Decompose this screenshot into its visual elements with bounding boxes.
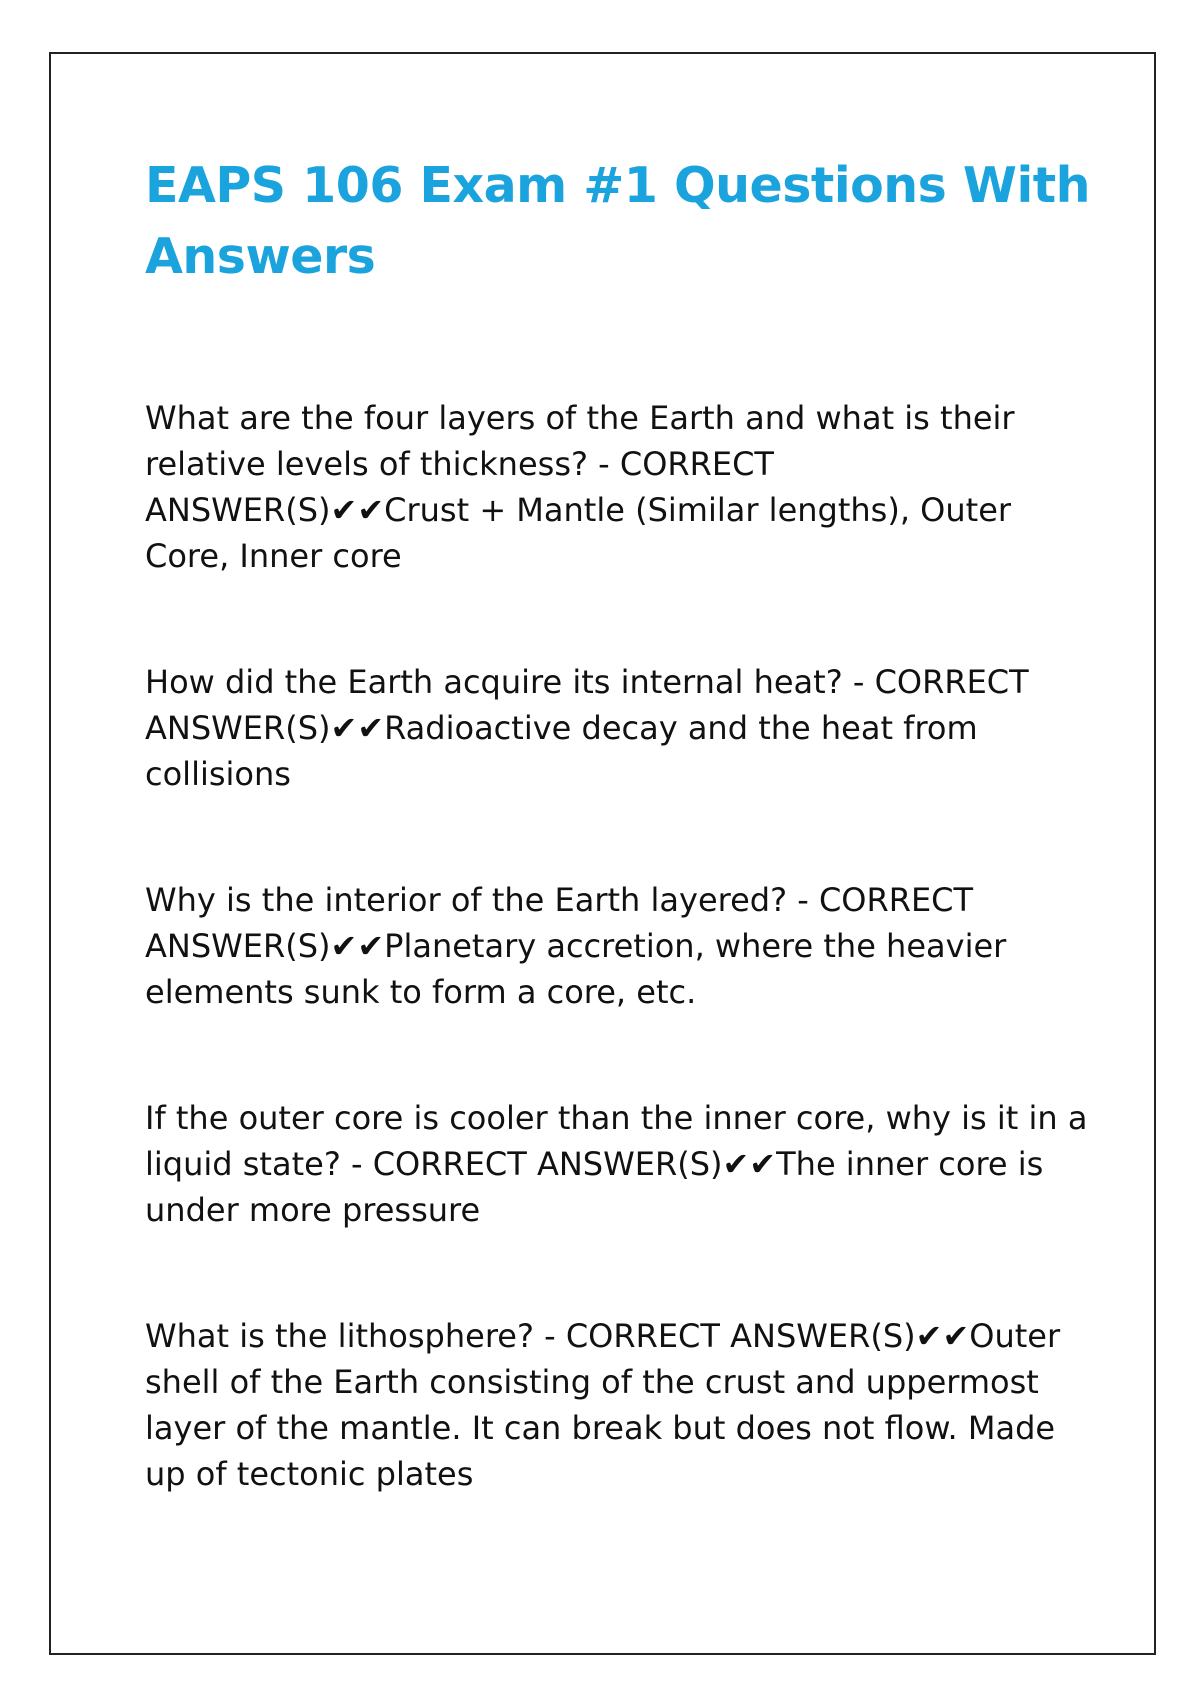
qa-item <box>145 1313 1105 1497</box>
qa-item <box>145 395 1105 579</box>
question-text: What is the lithosphere? - <box>145 1317 566 1355</box>
answer-label: CORRECT ANSWER(S) <box>145 663 1029 747</box>
check-icon: ✔✔ <box>915 1317 970 1355</box>
qa-item <box>145 1095 1105 1233</box>
answer-text: Radioactive decay and the heat from collisions <box>145 709 978 793</box>
answer-text: The inner core is under more pressure <box>145 1145 1044 1229</box>
answer-label: CORRECT ANSWER(S) <box>565 1317 916 1355</box>
check-icon: ✔✔ <box>330 927 385 965</box>
qa-item <box>145 659 1105 797</box>
qa-item <box>145 877 1105 1015</box>
answer-text: Outer shell of the Earth consisting of the crust and uppermost layer of the mantle. It can break but does not flow. Made up of tectonic plates <box>145 1317 1061 1493</box>
document-content <box>145 150 1105 1497</box>
answer-label: CORRECT ANSWER(S) <box>145 881 974 965</box>
document-title: EAPS 106 Exam #1 Questions With Answers <box>145 157 1091 285</box>
question-text: What are the four layers of the Earth and what is their relative levels of thickness? - <box>145 399 1015 483</box>
check-icon: ✔✔ <box>722 1145 777 1183</box>
answer-label: CORRECT ANSWER(S) <box>145 445 774 529</box>
question-text: Why is the interior of the Earth layered? - <box>145 881 819 919</box>
answer-label: CORRECT ANSWER(S) <box>372 1145 723 1183</box>
document-page <box>49 52 1156 1655</box>
qa-list <box>145 395 1105 1497</box>
answer-text: Crust + Mantle (Similar lengths), Outer Core, Inner core <box>145 491 1012 575</box>
question-text: How did the Earth acquire its internal heat? - <box>145 663 875 701</box>
check-icon: ✔✔ <box>330 709 385 747</box>
answer-text: Planetary accretion, where the heavier elements sunk to form a core, etc. <box>145 927 1007 1011</box>
question-text: If the outer core is cooler than the inner core, why is it in a liquid state? - <box>145 1099 1088 1183</box>
check-icon: ✔✔ <box>330 491 385 529</box>
